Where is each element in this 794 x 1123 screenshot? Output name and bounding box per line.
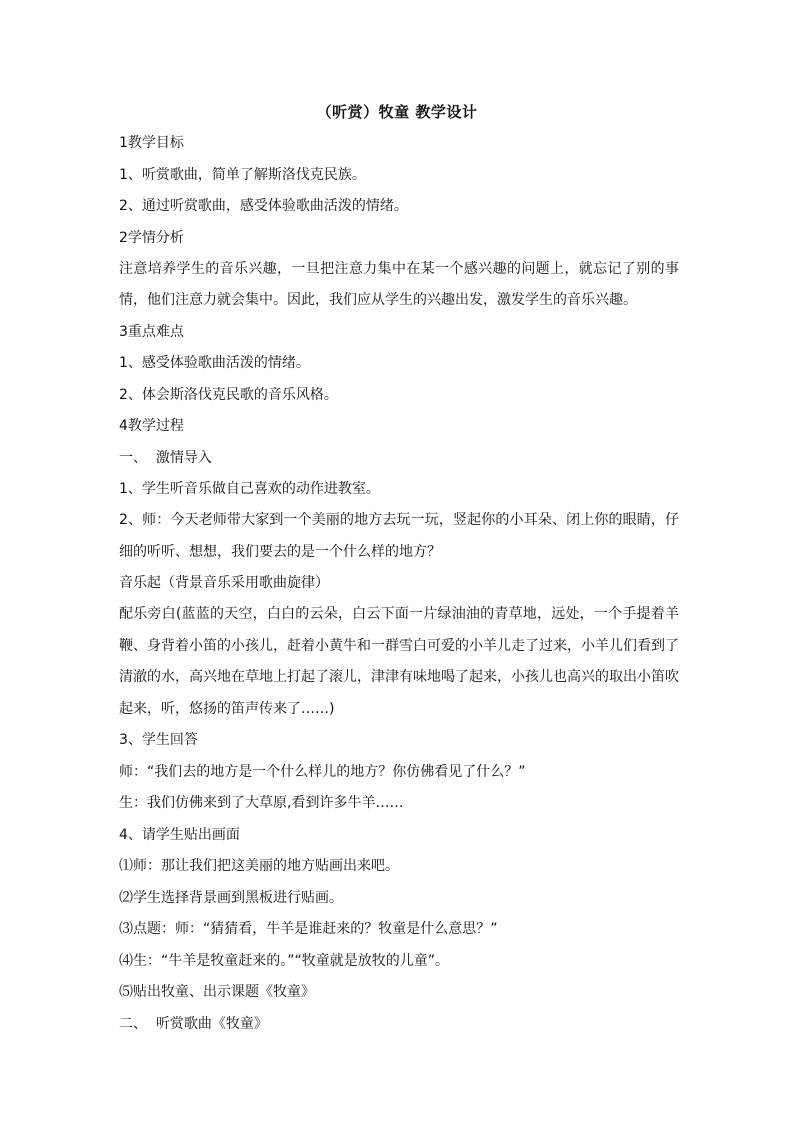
process-item-4: 4、请学生贴出画面 bbox=[119, 826, 240, 843]
sub-item-1: ⑴师：那让我们把这美丽的地方贴画出来吧。 bbox=[119, 858, 399, 874]
objective-item-1: 1、听赏歌曲，简单了解斯洛伐克民族。 bbox=[119, 166, 366, 183]
process-item-3: 3、学生回答 bbox=[119, 732, 198, 748]
process-step-heading-2: 二、 听赏歌曲《牧童》 bbox=[119, 1015, 268, 1032]
music-start-line: 音乐起（背景音乐采用歌曲旋律） bbox=[119, 575, 329, 591]
key-point-item-1: 1、感受体验歌曲活泼的情绪。 bbox=[119, 355, 310, 371]
teacher-question-line: 师：“我们去的地方是一个什么样儿的地方？你仿佛看见了什么？” bbox=[119, 763, 526, 780]
process-item-2: 2、师：今天老师带大家到一个美丽的地方去玩一玩，竖起你的小耳朵、闭上你的眼睛，仔细的听听、想想，我们要去的是一个什么样的地方？ bbox=[119, 512, 679, 560]
section-heading-analysis: 2学情分析 bbox=[119, 229, 184, 246]
section-heading-objectives: 1教学目标 bbox=[119, 135, 184, 151]
sub-item-3: ⑶点题：师：“猜猜看，牛羊是谁赶来的？牧童是什么意思？” bbox=[119, 921, 498, 937]
process-item-1: 1、学生听音乐做自己喜欢的动作进教室。 bbox=[119, 481, 380, 497]
section-heading-key-points: 3重点难点 bbox=[119, 323, 184, 340]
objective-item-2: 2、通过听赏歌曲，感受体验歌曲活泼的情绪。 bbox=[119, 198, 408, 214]
section-heading-process: 4教学过程 bbox=[119, 418, 184, 434]
key-point-item-2: 2、体会斯洛伐克民歌的音乐风格。 bbox=[119, 386, 338, 403]
document-body bbox=[119, 132, 679, 1044]
document-title: （听赏）牧童 教学设计 bbox=[316, 103, 478, 121]
process-step-heading-1: 一、 激情导入 bbox=[119, 449, 212, 466]
sub-item-5: ⑸贴出牧童、出示课题《牧童》 bbox=[119, 984, 315, 1000]
narration-paragraph: 配乐旁白(蓝蓝的天空，白白的云朵，白云下面一片绿油油的青草地，远处，一个手提着羊鞭、身背着小笛的小孩儿，赶着小黄牛和一群雪白可爱的小羊儿走了过来，小羊儿们看到了清澈的水，高兴地在草地上打起了滚儿，津津有味地喝了起来，小孩儿也高兴的取出小笛吹起来，听，悠扬的笛声传来了……) bbox=[119, 606, 679, 717]
sub-item-2: ⑵学生选择背景画到黑板进行贴画。 bbox=[119, 889, 343, 906]
student-answer-line: 生：我们仿佛来到了大草原,看到许多牛羊…… bbox=[119, 795, 404, 811]
sub-item-4: ⑷生：“牛羊是牧童赶来的。”“牧童就是放牧的儿童”。 bbox=[119, 952, 450, 969]
analysis-paragraph: 注意培养学生的音乐兴趣，一旦把注意力集中在某一个感兴趣的问题上，就忘记了别的事情，他们注意力就会集中。因此，我们应从学生的兴趣出发，激发学生的音乐兴趣。 bbox=[119, 260, 679, 308]
